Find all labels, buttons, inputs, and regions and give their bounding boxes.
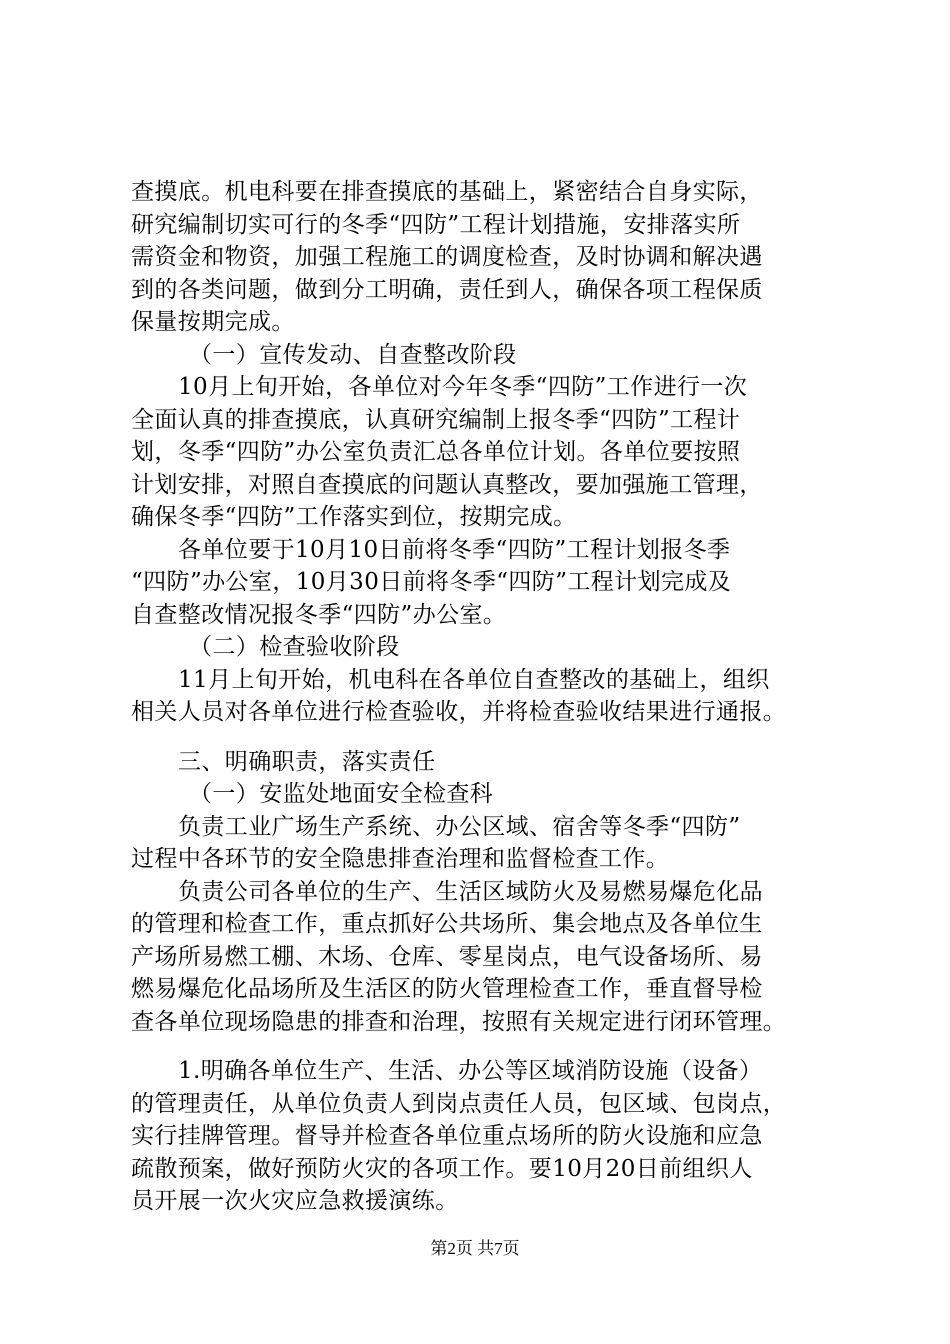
text-line: 疏散预案，做好预防火灾的各项工作。要10月20日前组织人 [131,1155,753,1182]
text-line: 员开展一次火灾应急救援演练。 [131,1188,459,1214]
text-line: 需资金和物资，加强工程施工的调度检查，及时协调和解决遇 [131,244,763,270]
paragraph-gap [131,1038,851,1055]
text-line: 过程中各环节的安全隐患排查治理和监督检查工作。 [131,846,670,872]
page-number: 第2页 共7页 [430,1239,520,1258]
text-line: 负责公司各单位的生产、生活区域防火及易燃易爆危化品 [178,878,763,905]
text-line: 保量按期完成。 [131,309,295,335]
text-line: “四防”办公室，10月30日前将冬季“四防”工程计划完成及 [131,569,732,595]
text-line: 查摸底。机电科要在排查摸底的基础上，紧密结合自身实际， [131,179,763,205]
text-line: 查各单位现场隐患的排查和治理，按照有关规定进行闭环管理。 [131,1008,787,1035]
text-line: 相关人员对各单位进行检查验收，并将检查验收结果进行通报。 [131,699,787,725]
section-heading: （一）安监处地面安全检查科 [189,781,494,807]
text-line: 1.明确各单位生产、生活、办公等区域消防设施（设备） [178,1058,763,1084]
section-heading: （一）宣传发动、自查整改阶段 [189,341,517,368]
text-line: 确保冬季“四防”工作落实到位，按期完成。 [131,504,577,530]
text-line: 负责工业广场生产系统、办公区域、宿舍等冬季“四防” [178,813,741,840]
text-line: 实行挂牌管理。督导并检查各单位重点场所的防火设施和应急 [131,1123,763,1149]
text-line: 划，冬季“四防”办公室负责汇总各单位计划。各单位要按照 [131,439,741,465]
text-line: 燃易爆危化品场所及生活区的防火管理检查工作，垂直督导检 [131,976,763,1002]
text-line: 的管理和检查工作，重点抓好公共场所、集会地点及各单位生 [131,911,763,937]
text-line: 到的各类问题，做到分工明确，责任到人，确保各项工程保质 [131,276,763,303]
document-body [131,176,851,1218]
text-line: 研究编制切实可行的冬季“四防”工程计划措施，安排落实所 [131,211,741,238]
text-line: 的管理责任，从单位负责人到岗点责任人员，包区域、包岗点， [131,1090,787,1117]
text-line: 各单位要于10月10日前将冬季“四防”工程计划报冬季 [178,536,731,563]
paragraph-gap [131,729,851,746]
text-line: 计划安排，对照自查摸底的问题认真整改，要加强施工管理， [131,471,763,498]
text-line: 11月上旬开始，机电科在各单位自查整改的基础上，组织 [178,666,770,693]
text-line: 全面认真的排查摸底，认真研究编制上报冬季“四防”工程计 [131,406,741,433]
text-line: 产场所易燃工棚、木场、仓库、零星岗点，电气设备场所、易 [131,943,763,970]
text-line: 自查整改情况报冬季“四防”办公室。 [131,601,507,628]
section-heading: 三、明确职责，落实责任 [178,748,436,775]
text-line: 10月上旬开始，各单位对今年冬季“四防”工作进行一次 [178,374,748,400]
section-heading: （二）检查验收阶段 [189,634,400,660]
